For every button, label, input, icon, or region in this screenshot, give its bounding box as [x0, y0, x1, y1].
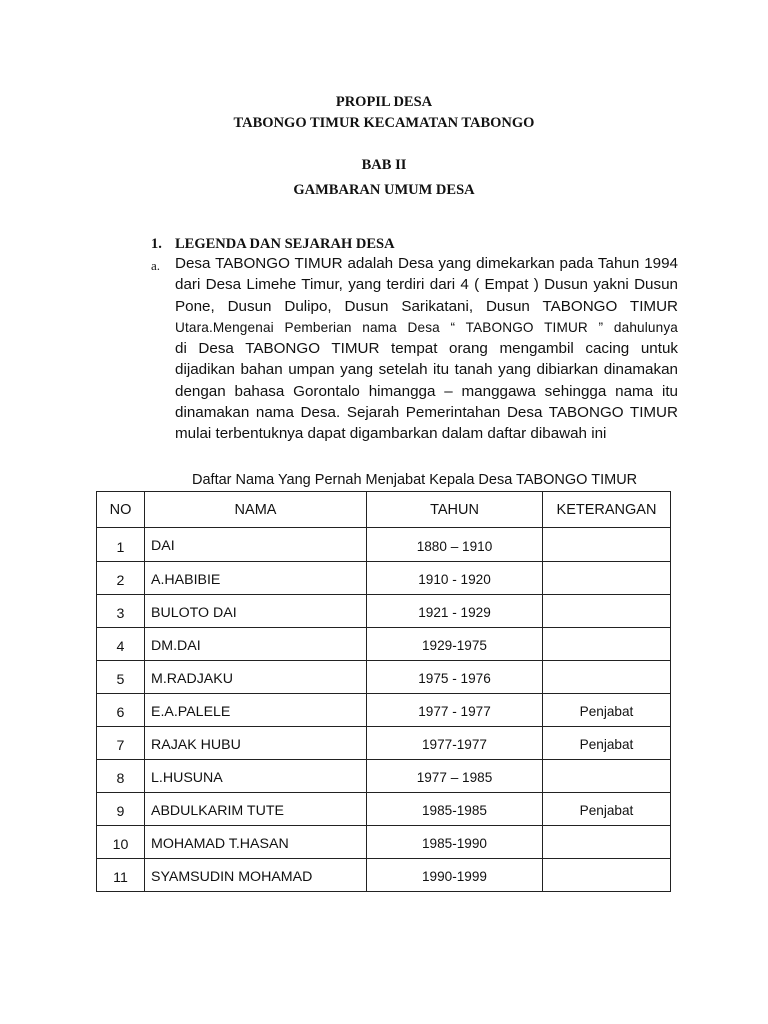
cell-tahun: 1975 - 1976: [367, 661, 543, 694]
paragraph-line: di Desa TABONGO TIMUR tempat orang mengambil cacing untuk: [175, 340, 678, 358]
cell-no: 11: [97, 859, 145, 892]
cell-nama: A.HABIBIE: [145, 562, 367, 595]
paragraph-line: dijadikan bahan umpan yang setelah itu tanah yang dibiarkan dinamakan: [175, 361, 678, 379]
cell-nama: SYAMSUDIN MOHAMAD: [145, 859, 367, 892]
paragraph-line: dari Desa Limehe Timur, yang terdiri dari 4 ( Empat ) Dusun yakni Dusun: [175, 276, 678, 294]
cell-nama: DAI: [145, 528, 367, 562]
cell-keterangan: [543, 628, 671, 661]
table-header-row: [97, 492, 671, 528]
table-row: [97, 595, 671, 628]
table-row: [97, 793, 671, 826]
chapter-number: BAB II: [361, 157, 407, 173]
paragraph-line: Desa TABONGO TIMUR adalah Desa yang dimekarkan pada Tahun 1994: [175, 255, 678, 272]
cell-no: 4: [97, 628, 145, 661]
cell-tahun: 1921 - 1929: [367, 595, 543, 628]
document-subtitle: TABONGO TIMUR KECAMATAN TABONGO: [233, 115, 535, 131]
paragraph-line: Utara.Mengenai Pemberian nama Desa “ TABONGO TIMUR ” dahulunya: [175, 319, 678, 335]
cell-no: 10: [97, 826, 145, 859]
village-heads-table: [96, 491, 671, 892]
cell-no: 6: [97, 694, 145, 727]
list-marker: a.: [151, 258, 161, 273]
document-title: PROPIL DESA: [335, 94, 433, 110]
cell-keterangan: [543, 562, 671, 595]
cell-tahun: 1929-1975: [367, 628, 543, 661]
table-row: [97, 826, 671, 859]
history-paragraph: [175, 253, 678, 445]
table-row: [97, 859, 671, 892]
cell-keterangan: Penjabat: [543, 727, 671, 760]
cell-nama: M.RADJAKU: [145, 661, 367, 694]
cell-keterangan: [543, 760, 671, 793]
chapter-title: GAMBARAN UMUM DESA: [293, 182, 475, 198]
paragraph-line: dengan bahasa Gorontalo himangga – manggawa sehingga nama itu: [175, 382, 678, 400]
section-title: LEGENDA DAN SEJARAH DESA: [175, 236, 395, 252]
table-row: [97, 727, 671, 760]
cell-no: 8: [97, 760, 145, 793]
cell-keterangan: [543, 528, 671, 562]
cell-keterangan: [543, 826, 671, 859]
section-number: 1.: [151, 236, 162, 252]
cell-keterangan: [543, 859, 671, 892]
cell-tahun: 1977 – 1985: [367, 760, 543, 793]
header-keterangan: KETERANGAN: [543, 492, 671, 528]
table-row: [97, 694, 671, 727]
table-row: [97, 760, 671, 793]
cell-no: 7: [97, 727, 145, 760]
cell-tahun: 1977-1977: [367, 727, 543, 760]
cell-no: 2: [97, 562, 145, 595]
cell-keterangan: [543, 595, 671, 628]
cell-tahun: 1880 – 1910: [367, 528, 543, 562]
cell-tahun: 1990-1999: [367, 859, 543, 892]
cell-no: 3: [97, 595, 145, 628]
cell-tahun: 1985-1985: [367, 793, 543, 826]
cell-keterangan: [543, 661, 671, 694]
table-row: [97, 661, 671, 694]
cell-nama: L.HUSUNA: [145, 760, 367, 793]
cell-keterangan: Penjabat: [543, 793, 671, 826]
paragraph-line: Pone, Dusun Dulipo, Dusun Sarikatani, Dusun TABONGO TIMUR: [175, 297, 678, 315]
cell-tahun: 1910 - 1920: [367, 562, 543, 595]
cell-nama: RAJAK HUBU: [145, 727, 367, 760]
table-caption: Daftar Nama Yang Pernah Menjabat Kepala Desa TABONGO TIMUR: [192, 472, 638, 488]
cell-nama: MOHAMAD T.HASAN: [145, 826, 367, 859]
cell-nama: E.A.PALELE: [145, 694, 367, 727]
cell-tahun: 1977 - 1977: [367, 694, 543, 727]
table-row: [97, 562, 671, 595]
table-row: [97, 528, 671, 562]
cell-no: 1: [97, 528, 145, 562]
header-tahun: TAHUN: [367, 492, 543, 528]
cell-nama: DM.DAI: [145, 628, 367, 661]
header-nama: NAMA: [145, 492, 367, 528]
cell-nama: ABDULKARIM TUTE: [145, 793, 367, 826]
cell-tahun: 1985-1990: [367, 826, 543, 859]
section-heading: [151, 236, 395, 253]
cell-nama: BULOTO DAI: [145, 595, 367, 628]
table-row: [97, 628, 671, 661]
cell-keterangan: Penjabat: [543, 694, 671, 727]
paragraph-line: dinamakan nama Desa. Sejarah Pemerintahan Desa TABONGO TIMUR: [175, 404, 678, 422]
cell-no: 5: [97, 661, 145, 694]
header-no: NO: [97, 492, 145, 528]
paragraph-line: mulai terbentuknya dapat digambarkan dalam daftar dibawah ini: [175, 425, 607, 443]
cell-no: 9: [97, 793, 145, 826]
